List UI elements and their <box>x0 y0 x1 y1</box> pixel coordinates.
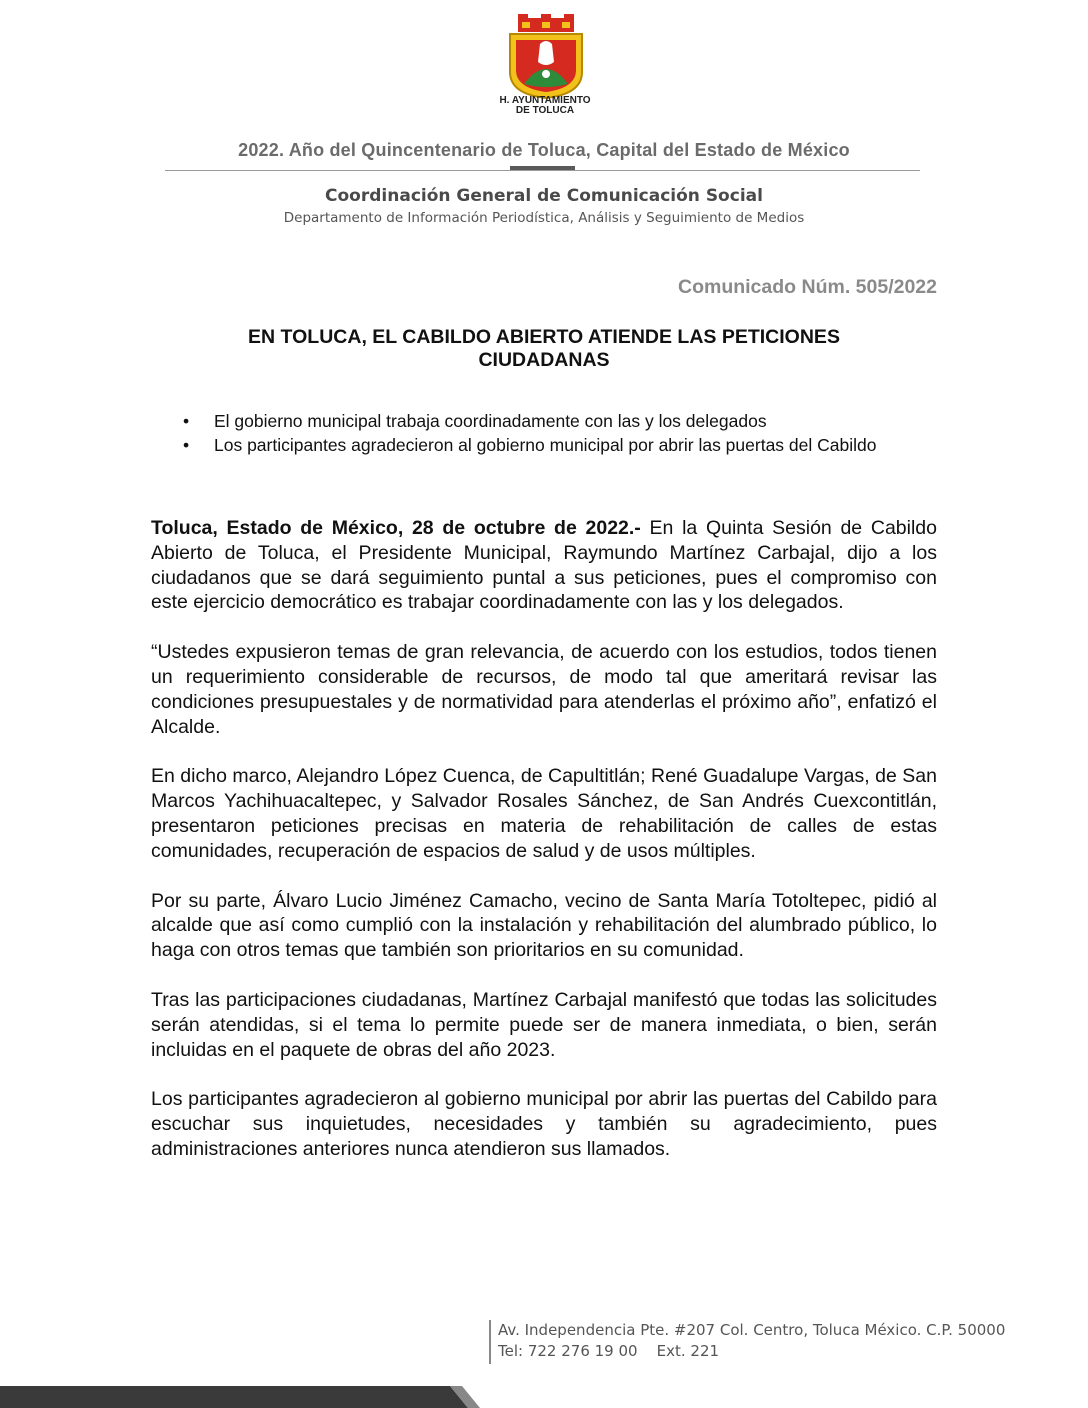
logo-caption-line2: DE TOLUCA <box>515 105 575 116</box>
paragraph: Los participantes agradecieron al gobierno municipal por abrir las puertas del Cabildo para escuchar sus inquietudes, necesidades y también su agradecimiento, pues administraciones anteriores nunca atendieron sus llamados. <box>151 1088 937 1160</box>
headline-line2: CIUDADANAS <box>478 349 610 371</box>
headline <box>150 326 938 372</box>
paragraph: En dicho marco, Alejandro López Cuenca, de Capultitlán; René Guadalupe Vargas, de San Marcos Yachihuacaltepec, y Salvador Rosales Sánchez, de San Andrés Cuexcontitlán, presentaron peticiones precisas en materia de rehabilitación de calles de estas comunidades, recuperación de espacios de salud y de usos múltiples. <box>151 765 937 862</box>
bullet-item <box>180 434 920 458</box>
paragraph <box>151 516 937 615</box>
paragraph: “Ustedes expusieron temas de gran relevancia, de acuerdo con los estudios, todos tienen un requerimiento considerable de recursos, de modo tal que ameritará revisar las condiciones presupuestales y de normatividad para atenderlas el próximo año”, enfatizó el Alcalde. <box>151 641 937 738</box>
summary-bullets <box>180 410 920 457</box>
communique-number: Comunicado Núm. 505/2022 <box>677 276 937 298</box>
paragraph: Tras las participaciones ciudadanas, Martínez Carbajal manifestó que todas las solicitudes serán atendidas, si el tema lo permite puede ser de manera inmediata, o bien, serán incluidas en el paquete de obras del año 2023. <box>151 988 937 1061</box>
header-divider <box>165 170 920 171</box>
footer-phone: Tel: 722 276 19 00 Ext. 221 <box>498 1342 720 1360</box>
footer-band <box>0 1386 1088 1408</box>
paragraph-text: En la Quinta Sesión de Cabildo Abierto de Toluca, el Presidente Municipal, Raymundo Martínez Carbajal, dijo a los ciudadanos que se dará seguimiento puntal a sus peticiones, pues el compromiso con este ejercicio democrático es trabajar coordinadamente con las y los delegados. <box>151 517 937 614</box>
header-divider-tab <box>510 166 575 170</box>
dateline: Toluca, Estado de México, 28 de octubre de 2022.- <box>151 517 641 539</box>
headline-line1: EN TOLUCA, EL CABILDO ABIERTO ATIENDE LAS PETICIONES <box>248 326 840 348</box>
coordination-title: Coordinación General de Comunicación Social <box>325 186 763 206</box>
article-body <box>151 516 937 1187</box>
bullet-dot-icon: • <box>183 411 190 431</box>
footer-address: Av. Independencia Pte. #207 Col. Centro, Toluca México. C.P. 50000 <box>498 1321 1006 1339</box>
bullet-text: El gobierno municipal trabaja coordinadamente con las y los delegados <box>214 411 767 431</box>
logo-caption-line1: H. AYUNTAMIENTO <box>499 95 591 106</box>
paragraph: Por su parte, Álvaro Lucio Jiménez Camacho, vecino de Santa María Totoltepec, pidió al alcalde que así como cumplió con la instalación y rehabilitación del alumbrado público, lo haga con otros temas que también son prioritarios en su comunidad. <box>151 889 937 962</box>
footer-contact <box>498 1320 1005 1362</box>
year-banner: 2022. Año del Quincentenario de Toluca, Capital del Estado de México <box>238 140 850 160</box>
bullet-item <box>180 410 920 434</box>
footer-divider <box>489 1320 491 1364</box>
department-subtitle: Departamento de Información Periodística, Análisis y Seguimiento de Medios <box>283 210 805 226</box>
bullet-text: Los participantes agradecieron al gobierno municipal por abrir las puertas del Cabildo <box>214 434 877 455</box>
logo-caption <box>470 96 620 116</box>
bullet-dot-icon: • <box>183 434 190 455</box>
